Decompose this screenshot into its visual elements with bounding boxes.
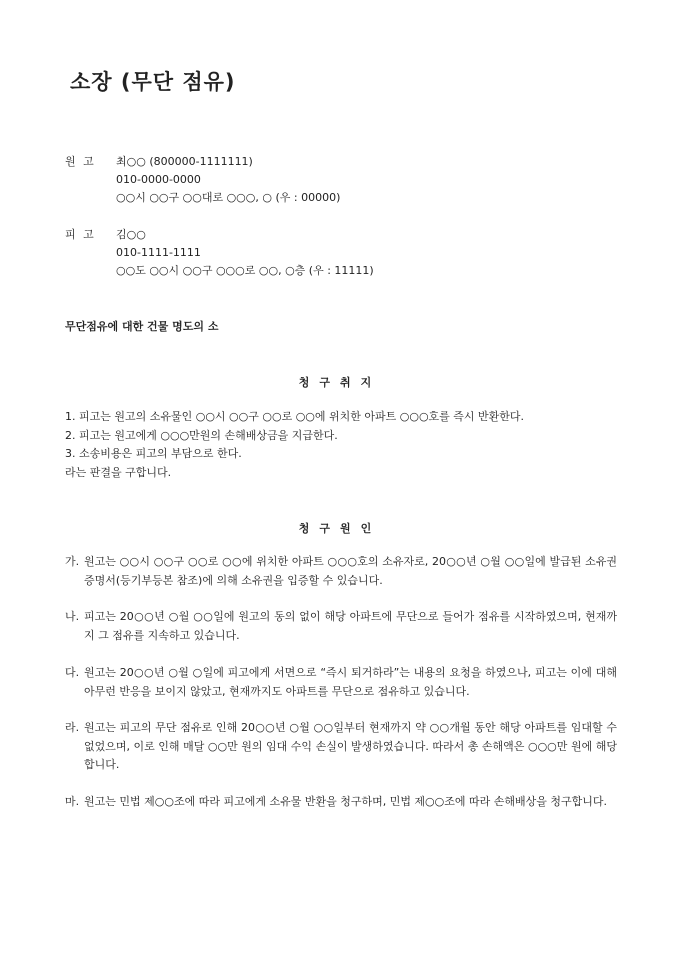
defendant-address: ○○도 ○○시 ○○구 ○○○로 ○○, ○층 (우 : 11111): [116, 264, 374, 277]
cause-text: 원고는 민법 제○○조에 따라 피고에게 소유물 반환을 청구하며, 민법 제○○조에 따라 손해배상을 청구합니다.: [84, 795, 608, 808]
cause-item: [65, 664, 617, 701]
cause-text: 원고는 피고의 무단 점유로 인해 20○○년 ○월 ○○일부터 현재까지 약 ○○개월 동안 해당 아파트를 임대할 수 없었으며, 이로 인해 매달 ○○만 원의 임대 수익 손실이 발생하였습니다. 따라서 총 손해액은 ○○○만 원에 해당합니다.: [84, 721, 617, 771]
cause-marker: 마.: [65, 795, 80, 808]
claims-closing: 라는 판결을 구합니다.: [65, 465, 172, 479]
cause-text: 원고는 20○○년 ○월 ○일에 피고에게 서면으로 “즉시 퇴거하라”는 내용의 요청을 하였으나, 피고는 이에 대해 아무런 반응을 보이지 않았고, 현재까지도 아파트를 무단으로 점유하고 있습니다.: [84, 666, 617, 698]
cause-item: [65, 553, 617, 590]
cause-marker: 가.: [65, 555, 80, 568]
causes-heading: 청구원인: [298, 522, 382, 535]
cause-marker: 나.: [65, 610, 80, 623]
cause-text: 원고는 ○○시 ○○구 ○○로 ○○에 위치한 아파트 ○○○호의 소유자로, 20○○년 ○월 ○○일에 발급된 소유권 증명서(등기부등본 참조)에 의해 소유권을 입증할 수 있습니다.: [84, 555, 617, 587]
plaintiff-address: ○○시 ○○구 ○○대로 ○○○, ○ (우 : 00000): [116, 191, 341, 204]
claim-item: 1. 피고는 원고의 소유물인 ○○시 ○○구 ○○로 ○○에 위치한 아파트 ○○○호를 즉시 반환한다.: [65, 410, 525, 423]
defendant-label: 피 고: [65, 228, 96, 241]
cause-item: [65, 608, 617, 645]
case-name: 무단점유에 대한 건물 명도의 소: [65, 320, 219, 333]
plaintiff-phone: 010-0000-0000: [116, 173, 201, 186]
claim-item: 2. 피고는 원고에게 ○○○만원의 손해배상금을 지급한다.: [65, 428, 338, 442]
cause-item: [65, 719, 617, 775]
claims-list: [65, 408, 625, 482]
cause-marker: 다.: [65, 666, 80, 679]
document-title: 소장 (무단 점유): [70, 70, 236, 94]
cause-text: 피고는 20○○년 ○월 ○○일에 원고의 동의 없이 해당 아파트에 무단으로 들어가 점유를 시작하였으며, 현재까지 그 점유를 지속하고 있습니다.: [84, 610, 617, 642]
claims-heading: 청구취지: [298, 376, 382, 389]
cause-marker: 라.: [65, 721, 80, 734]
plaintiff-name-id: 최○○ (800000-1111111): [116, 155, 253, 168]
claim-item: 3. 소송비용은 피고의 부담으로 한다.: [65, 447, 242, 460]
plaintiff-label: 원 고: [65, 155, 96, 168]
defendant-phone: 010-1111-1111: [116, 246, 201, 259]
defendant-name: 김○○: [116, 228, 146, 241]
cause-item: [65, 793, 617, 812]
